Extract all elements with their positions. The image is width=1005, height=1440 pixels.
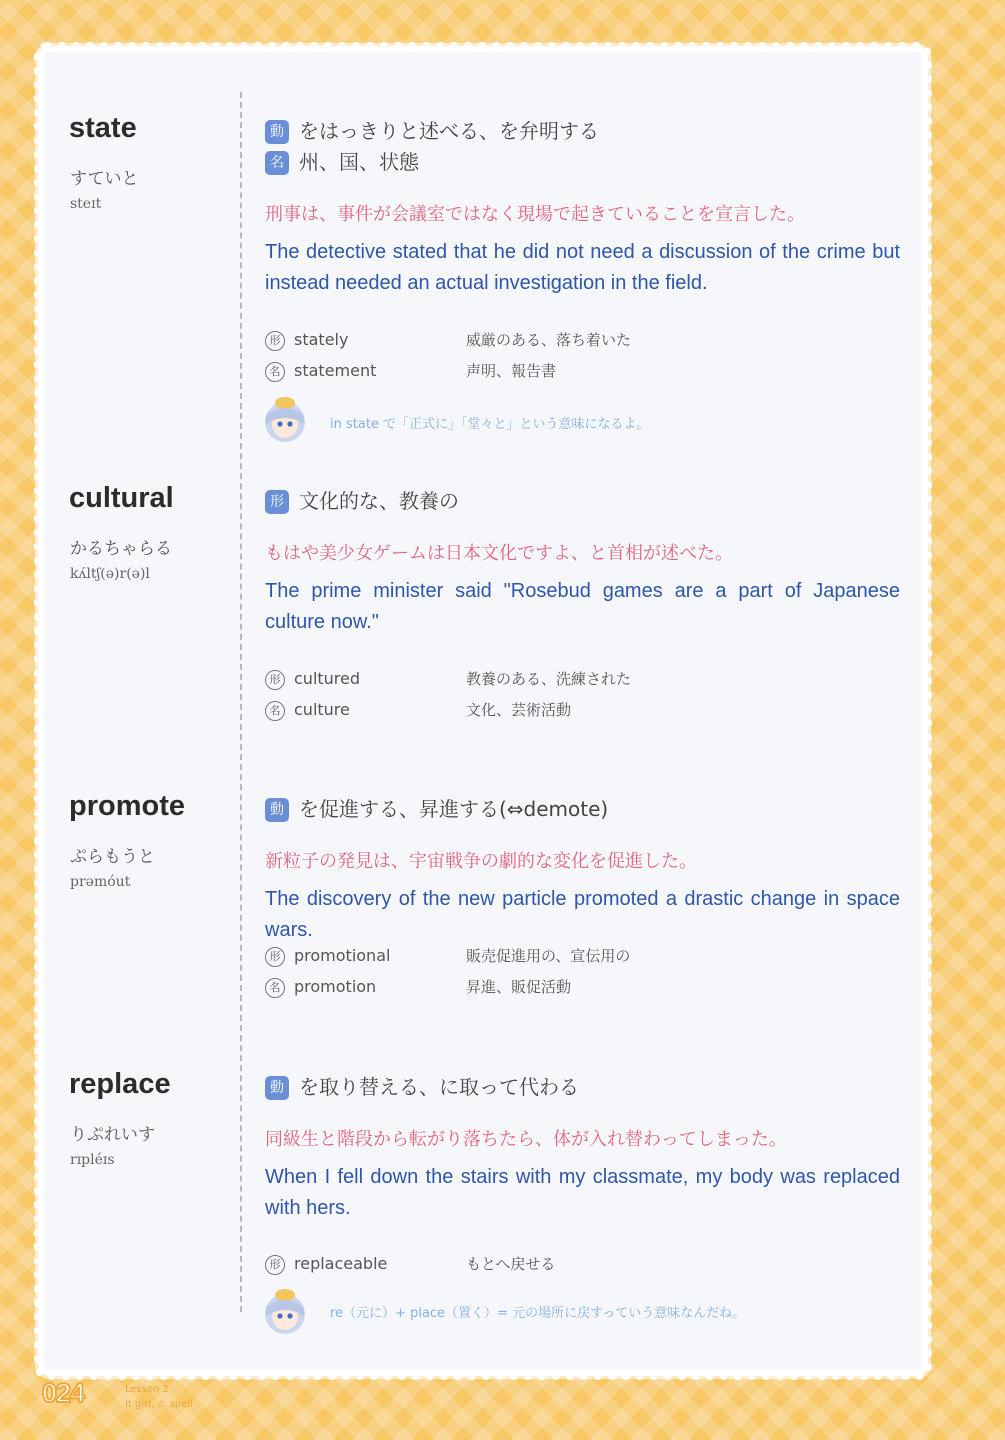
derivative-meaning: 販売促進用の、宣伝用の xyxy=(466,947,631,965)
derivative-word: cultured xyxy=(294,669,361,688)
derivative-meaning: 威厳のある、落ち着いた xyxy=(466,331,632,349)
derivative xyxy=(265,360,556,382)
definition xyxy=(265,115,599,144)
page-number: 024 xyxy=(42,1378,85,1408)
definition-text: 州、国、状態 xyxy=(299,150,419,174)
derivative-word: culture xyxy=(294,700,350,719)
definition-text: 文化的な、教養の xyxy=(299,489,459,513)
example-english: When I fell down the stairs with my classmate, my body was replaced with hers. xyxy=(265,1166,900,1219)
derivative-word: stately xyxy=(294,330,349,349)
derivative xyxy=(265,1253,555,1275)
pos-badge: 動 xyxy=(265,798,289,822)
derivative xyxy=(265,668,631,690)
definition xyxy=(265,146,419,175)
derivative xyxy=(265,329,631,351)
kana-reading: かるちゃらる xyxy=(70,539,172,559)
derivative-word: replaceable xyxy=(294,1254,388,1273)
derivative-meaning: 声明、報告書 xyxy=(466,362,557,380)
tip-note: in state で「正式に」「堂々と」という意味になるよ。 xyxy=(330,417,650,432)
example-english: The prime minister said "Rosebud games are a part of Japanese culture now." xyxy=(265,580,900,633)
pos-marker: 形 xyxy=(265,947,285,967)
pos-marker: 名 xyxy=(265,978,285,998)
kana-reading: りぷれいす xyxy=(70,1125,155,1145)
pos-marker: 形 xyxy=(265,1255,285,1275)
pos-badge: 動 xyxy=(265,120,289,144)
derivative-word: promotional xyxy=(294,946,391,965)
definition-text: を促進する、昇進する(⇔demote) xyxy=(299,797,609,821)
pronunciation: prəmóut xyxy=(70,874,131,890)
example-english: The detective stated that he did not need a discussion of the crime but instead needed an actual investigation in the field. xyxy=(265,241,900,294)
derivative-word: statement xyxy=(294,361,377,380)
definition-text: を取り替える、に取って代わる xyxy=(299,1075,579,1099)
column-divider xyxy=(240,92,242,1312)
tip-note: re（元に）+ place（置く）= 元の場所に戻すっていう意味なんだね。 xyxy=(330,1306,746,1321)
example-english: The discovery of the new particle promoted a drastic change in space wars. xyxy=(265,888,900,941)
kana-reading: ぷらもうと xyxy=(70,847,155,867)
pronunciation: kʌ́ltʃ(ə)r(ə)l xyxy=(70,566,150,582)
derivative-meaning: 教養のある、洗練された xyxy=(466,670,632,688)
headword: promote xyxy=(69,790,185,822)
pos-badge: 動 xyxy=(265,1076,289,1100)
pos-marker: 名 xyxy=(265,362,285,382)
headword: cultural xyxy=(69,482,174,514)
pos-marker: 名 xyxy=(265,701,285,721)
lesson-subtitle: It girl, ⚠ spell xyxy=(125,1399,193,1410)
pos-marker: 形 xyxy=(265,331,285,351)
pos-badge: 形 xyxy=(265,490,289,514)
lesson-title: Lesson 2 xyxy=(125,1384,169,1395)
definition xyxy=(265,793,608,822)
example-japanese: もはや美少女ゲームは日本文化ですよ、と首相が述べた。 xyxy=(265,543,733,564)
mascot-icon xyxy=(258,394,312,444)
pos-marker: 形 xyxy=(265,670,285,690)
derivative xyxy=(265,976,571,998)
derivative-meaning: 文化、芸術活動 xyxy=(466,701,572,719)
derivative-word: promotion xyxy=(294,977,377,996)
derivative xyxy=(265,945,630,967)
example-japanese: 同級生と階段から転がり落ちたら、体が入れ替わってしまった。 xyxy=(265,1129,787,1150)
headword: state xyxy=(69,112,137,144)
derivative xyxy=(265,699,571,721)
definition xyxy=(265,1071,579,1100)
definition xyxy=(265,485,459,514)
headword: replace xyxy=(69,1068,171,1100)
kana-reading: すていと xyxy=(70,169,139,189)
lesson-label xyxy=(125,1382,193,1412)
derivative-meaning: 昇進、販促活動 xyxy=(466,978,572,996)
pronunciation: rɪpléɪs xyxy=(70,1152,115,1168)
definition-text: をはっきりと述べる、を弁明する xyxy=(299,119,599,143)
pos-badge: 名 xyxy=(265,151,289,175)
mascot-icon xyxy=(258,1286,312,1336)
example-japanese: 新粒子の発見は、宇宙戦争の劇的な変化を促進した。 xyxy=(265,851,697,872)
example-japanese: 刑事は、事件が会議室ではなく現場で起きていることを宣言した。 xyxy=(265,204,805,225)
derivative-meaning: もとへ戻せる xyxy=(466,1255,556,1273)
pronunciation: steɪt xyxy=(70,196,102,212)
